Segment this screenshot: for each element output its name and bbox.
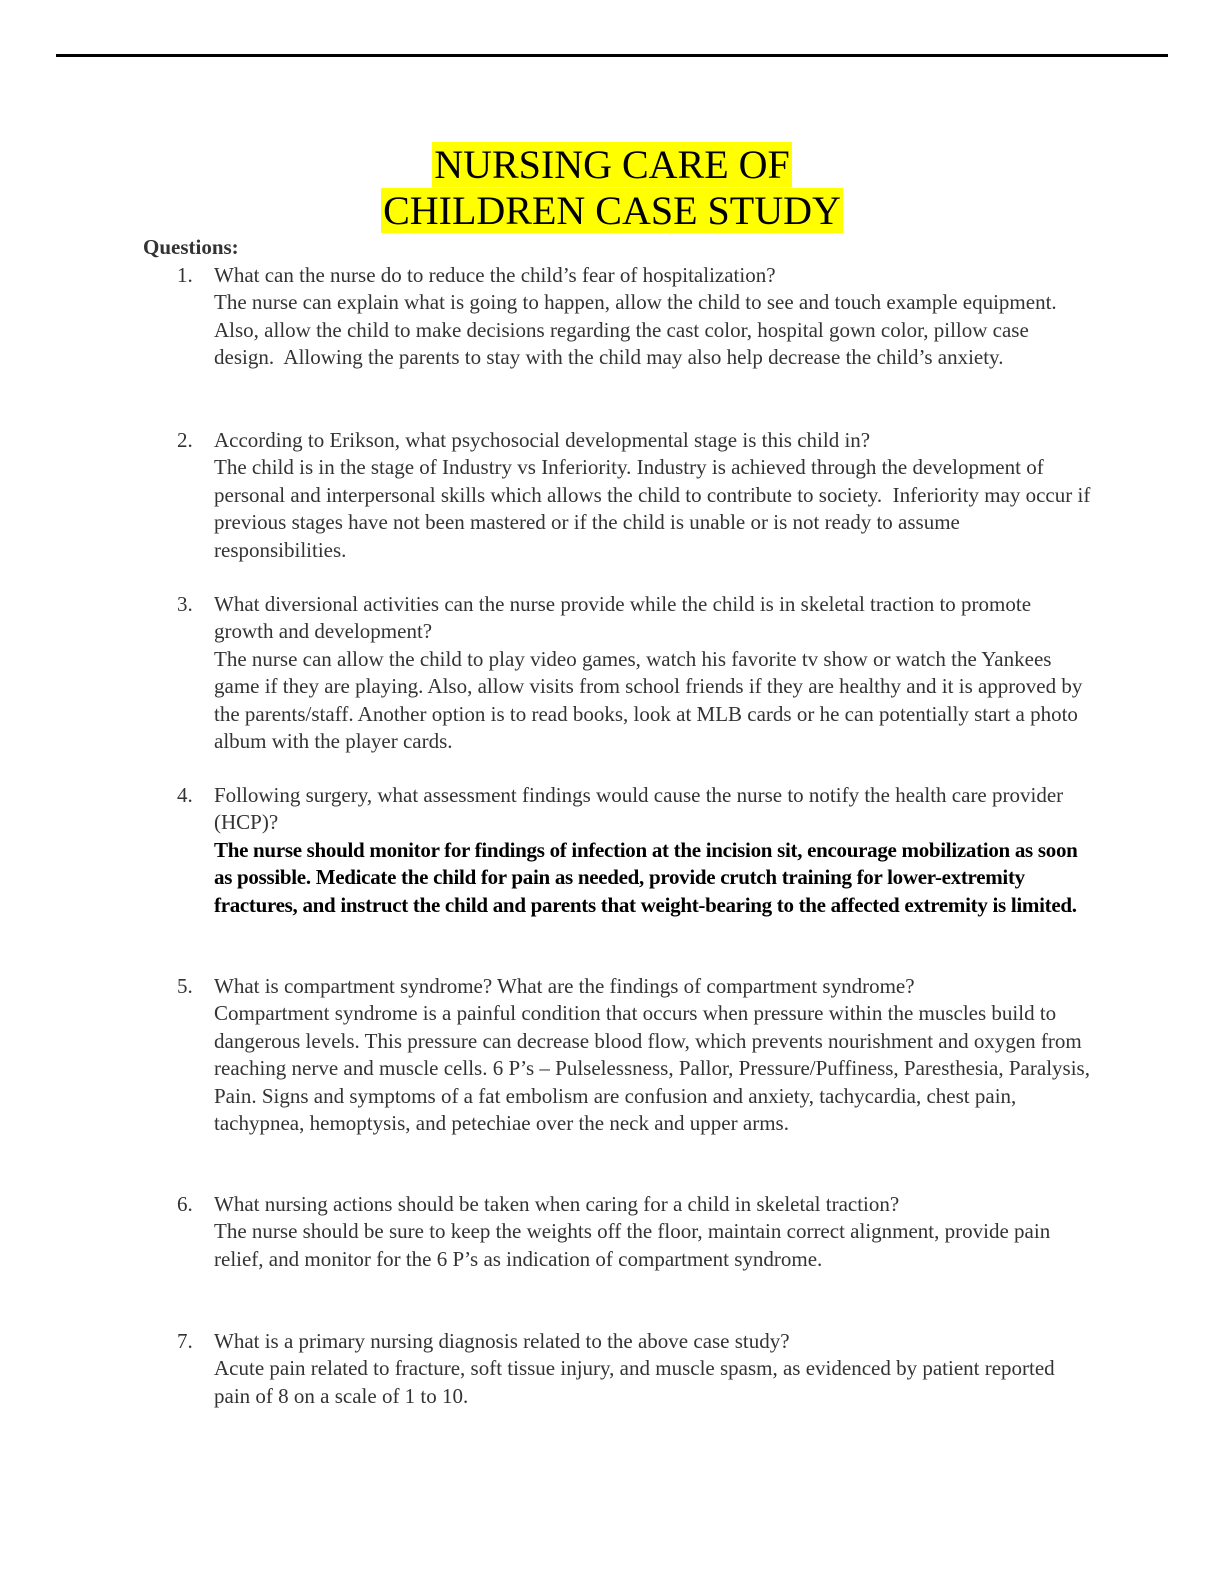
answer-text: The child is in the stage of Industry vs Inferiority. Industry is achieved through the development of personal and interpersonal skills which allows the child to contribute to society. Inferiority may occur if previous stages have not been mastered or if the child is unable or is not ready to assume responsibilities. (214, 455, 1096, 562)
answer-text: The nurse can allow the child to play video games, watch his favorite tv show or watch the Yankees game if they are playing. Also, allow visits from school friends if they are healthy and it is approved by the parents/staff. Another option is to read books, look at MLB cards or he can potentially start a photo album with the player cards. (214, 646, 1083, 754)
answer-text: Acute pain related to fracture, soft tissue injury, and muscle spasm, as evidenced by patient reported pain of 8 on a scale of 1 to 10. (214, 1356, 1055, 1408)
question-item-7 (177, 1328, 1094, 1410)
question-number: 2. (177, 428, 193, 452)
answer-text: The nurse can explain what is going to happen, allow the child to see and touch example equipment. Also, allow the child to make decisions regarding the cast color, hospital gown color, pillow case design. Allowing the parents to stay with the child may also help decrease the child’s anxiety. (214, 290, 1061, 370)
question-number: 5. (177, 974, 193, 998)
page-title (0, 142, 1224, 234)
question-item-5 (177, 973, 1094, 1137)
answer-text: The nurse should be sure to keep the weights off the floor, maintain correct alignment, provide pain relief, and monitor for the 6 P’s as indication of compartment syndrome. (214, 1219, 1051, 1271)
answer-text: The nurse should monitor for findings of infection at the incision sit, encourage mobilization as soon as possible. Medicate the child for pain as needed, provide crutch training for lower-extremity fractures, and instruct the child and parents that weight-bearing to the affected extremity is limited. (214, 837, 1078, 917)
question-number: 1. (177, 263, 193, 287)
question-item-3 (177, 591, 1094, 755)
question-item-6 (177, 1191, 1094, 1273)
question-item-4 (177, 782, 1094, 919)
question-text: What diversional activities can the nurse provide while the child is in skeletal traction to promote growth and development? (214, 592, 1032, 644)
questions-heading: Questions: (143, 235, 239, 259)
header-rule (56, 54, 1168, 57)
question-number: 7. (177, 1329, 193, 1353)
question-text: What nursing actions should be taken when caring for a child in skeletal traction? (214, 1192, 900, 1216)
question-number: 6. (177, 1192, 193, 1216)
question-text: What can the nurse do to reduce the child’s fear of hospitalization? (214, 263, 776, 287)
question-item-1 (177, 262, 1094, 372)
question-number: 4. (177, 783, 193, 807)
title-line-2: CHILDREN CASE STUDY (383, 188, 841, 233)
question-text: What is compartment syndrome? What are the findings of compartment syndrome? (214, 974, 915, 998)
question-text: According to Erikson, what psychosocial developmental stage is this child in? (214, 428, 871, 452)
question-number: 3. (177, 592, 193, 616)
question-item-2 (177, 427, 1096, 564)
question-text: Following surgery, what assessment findings would cause the nurse to notify the health care provider (HCP)? (214, 783, 1064, 835)
answer-text: Compartment syndrome is a painful condition that occurs when pressure within the muscles build to dangerous levels. This pressure can decrease blood flow, which prevents nourishment and oxygen from reaching nerve and muscle cells. 6 P’s – Pulselessness, Pallor, Pressure/Puffiness, Paresthesia, Paralysis, Pain. Signs and symptoms of a fat embolism are confusion and anxiety, tachycardia, chest pain, tachypnea, hemoptysis, and petechiae over the neck and upper arms. (214, 1001, 1090, 1136)
title-line-1: NURSING CARE OF (434, 142, 790, 187)
question-text: What is a primary nursing diagnosis related to the above case study? (214, 1329, 790, 1353)
